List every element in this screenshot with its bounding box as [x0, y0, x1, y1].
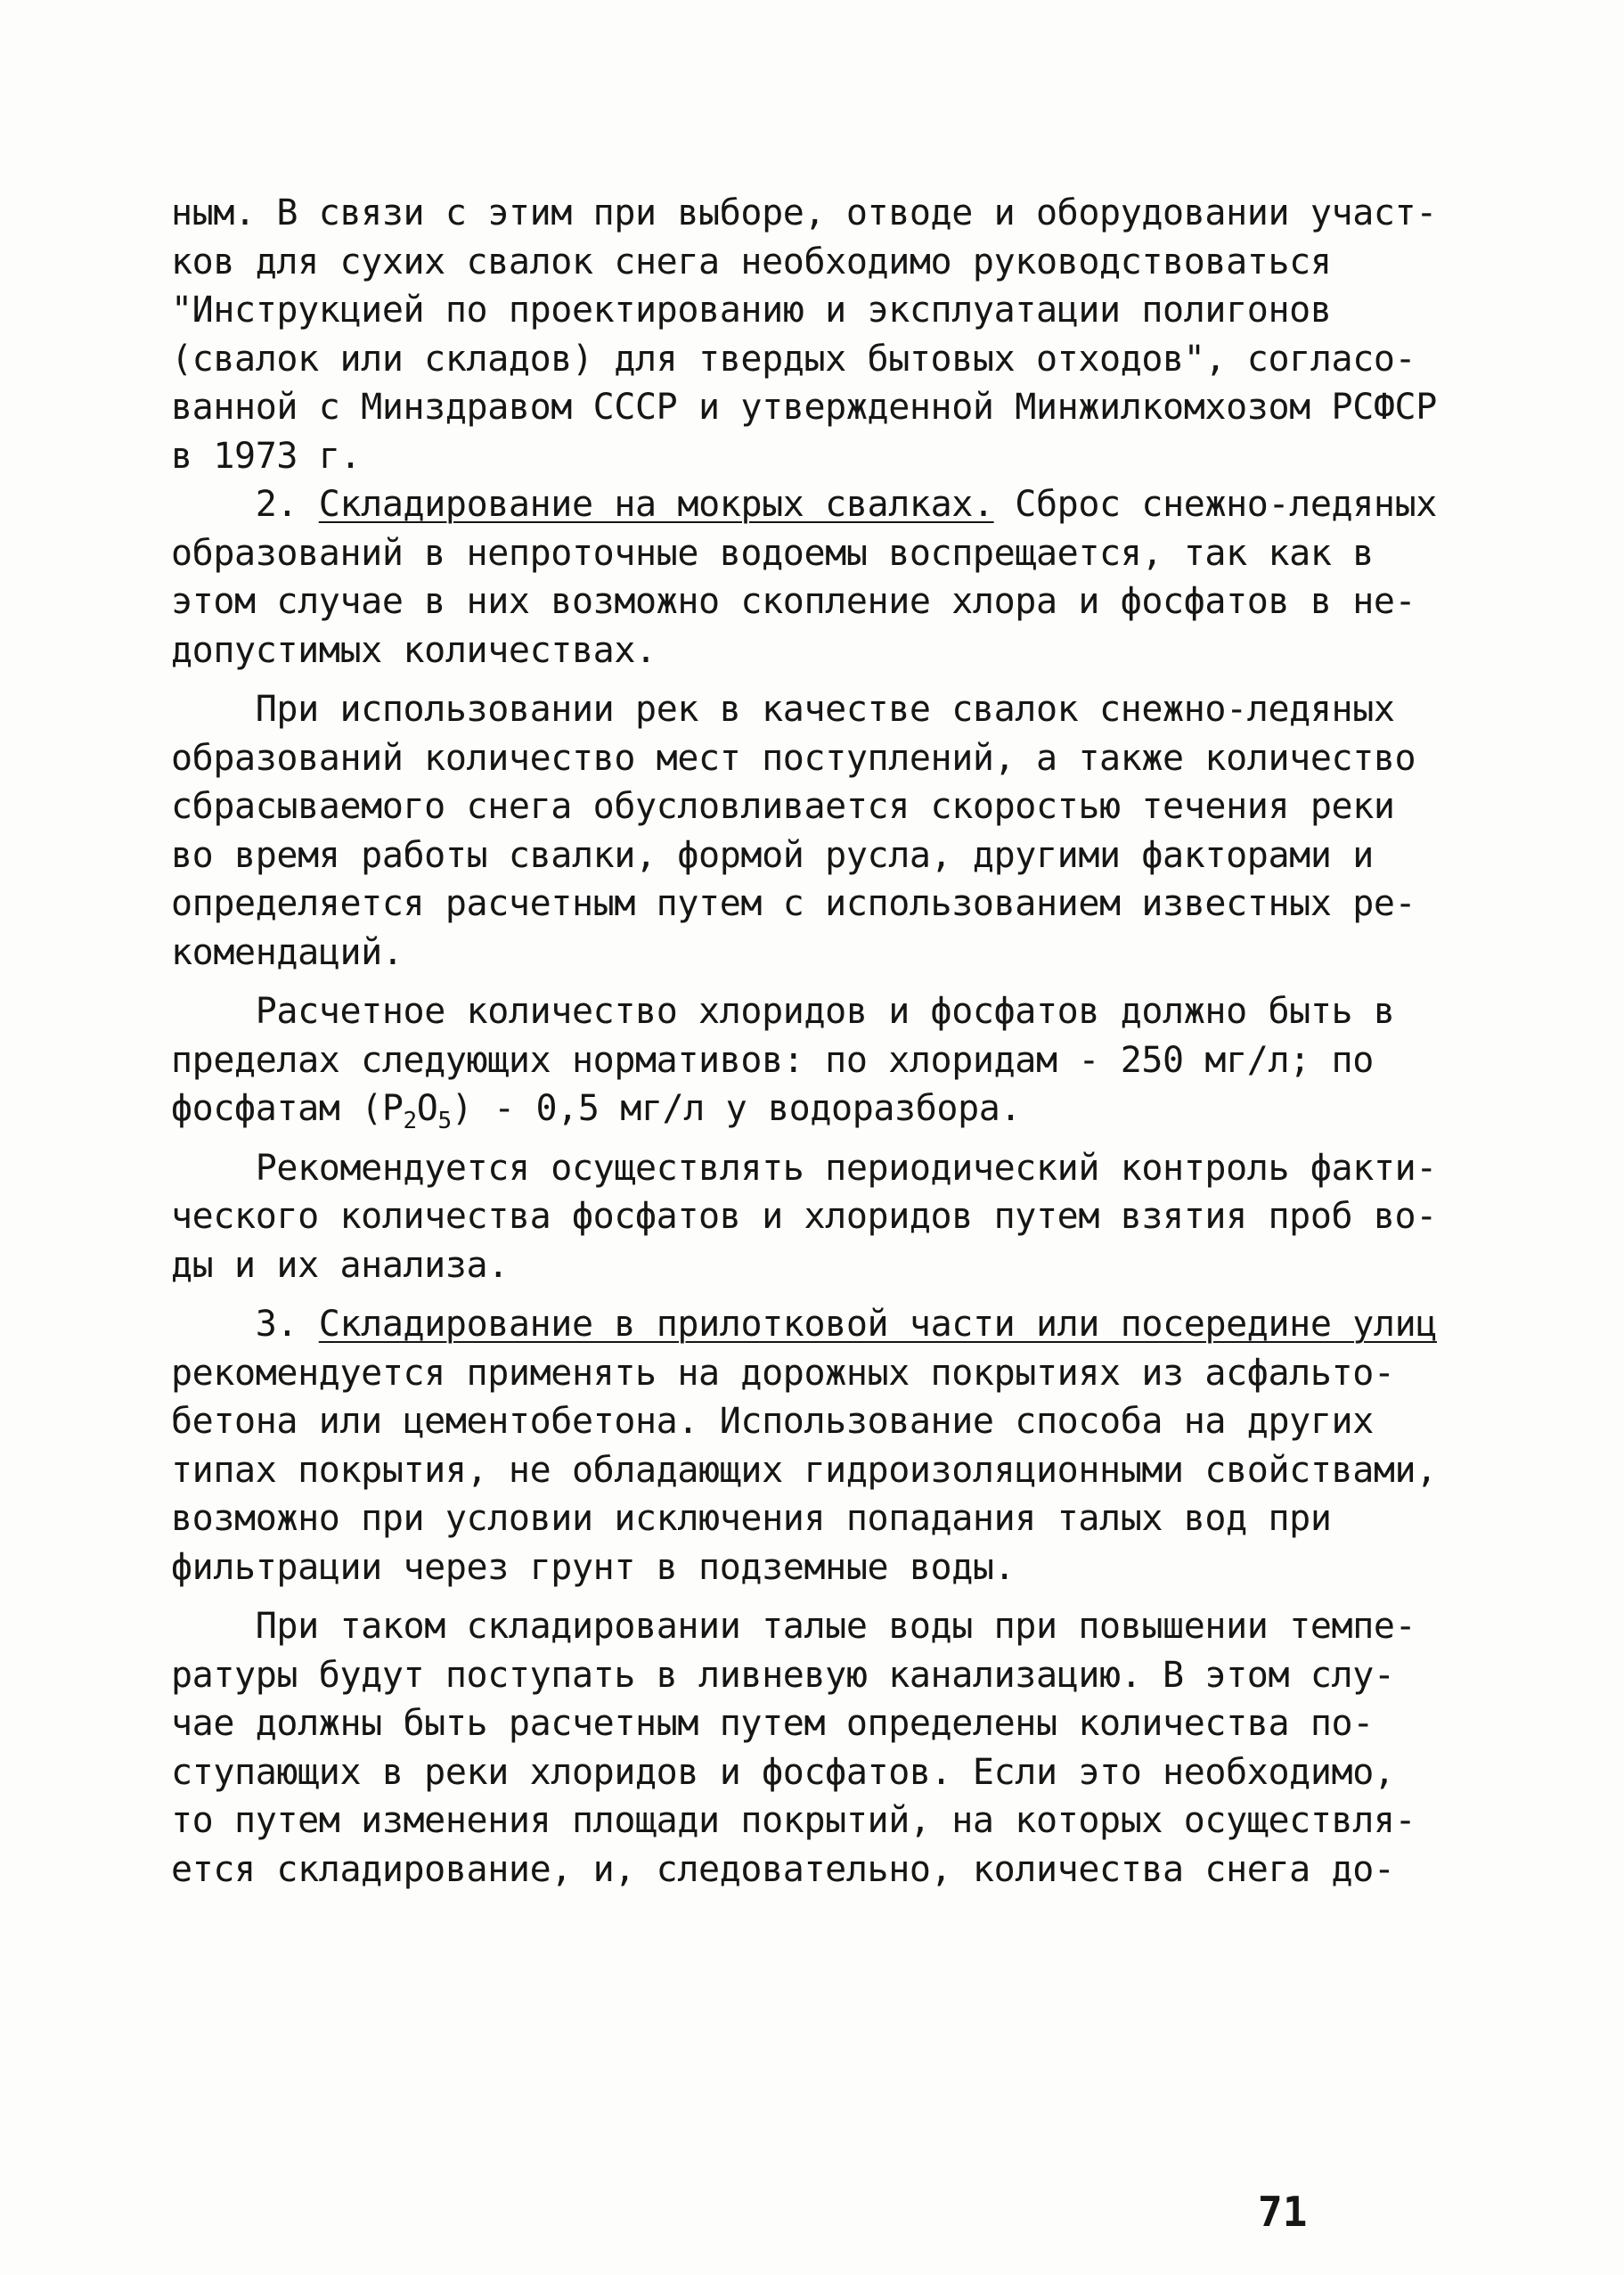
text-fragment: При использовании рек в качестве свалок снежно-ледяных — [255, 689, 1395, 730]
text-fragment: Расчетное количество хлоридов и фосфатов должно быть в — [255, 991, 1395, 1032]
text-line: ды и их анализа. — [171, 1244, 509, 1286]
text-line: чае должны быть расчетным путем определены количества по- — [171, 1703, 1374, 1744]
text-line: ческого количества фосфатов и хлоридов путем взятия проб во- — [171, 1196, 1437, 1237]
section-3-title: Складирование в прилотковой части или посередине улиц — [318, 1304, 1437, 1345]
text-line: во время работы свалки, формой русла, другими факторами и — [171, 834, 1374, 876]
text-line: типах покрытия, не обладающих гидроизоляционными свойствами, — [171, 1449, 1437, 1491]
text-line: (свалок или складов) для твердых бытовых отходов", согласо- — [171, 338, 1416, 380]
section-2-title: Складирование на мокрых свалках. — [318, 484, 994, 525]
text-line: "Инструкцией по проектированию и эксплуатации полигонов — [171, 290, 1332, 331]
text-fragment: Рекомендуется осуществлять периодический контроль факти- — [255, 1147, 1437, 1189]
text-line: то путем изменения площади покрытий, на которых осуществля- — [171, 1800, 1416, 1841]
text-line: ков для сухих свалок снега необходимо руководствоваться — [171, 241, 1332, 282]
text-line: ванной с Минздравом СССР и утвержденной Минжилкомхозом РСФСР — [171, 387, 1437, 428]
section-3-number: 3. — [255, 1304, 298, 1345]
text-line — [171, 1602, 1416, 1651]
text-line: рекомендуется применять на дорожных покрытиях из асфальто- — [171, 1352, 1395, 1394]
text-fragment: O — [416, 1088, 438, 1129]
text-line: ратуры будут поступать в ливневую канализацию. В этом слу- — [171, 1654, 1395, 1696]
text-line: образований количество мест поступлений, а также количество — [171, 737, 1416, 779]
text-fragment: Сброс снежно-ледяных — [993, 484, 1437, 525]
section-2-number: 2. — [255, 484, 298, 525]
document-body — [171, 189, 1437, 1894]
subscript: 5 — [437, 1108, 452, 1134]
section-3-heading-line — [171, 1300, 1437, 1349]
text-line: определяется расчетным путем с использованием известных ре- — [171, 883, 1416, 924]
text-line — [171, 987, 1395, 1036]
text-line: бетона или цементобетона. Использование способа на других — [171, 1401, 1374, 1442]
text-line: в 1973 г. — [171, 435, 362, 477]
text-line: сбрасываемого снега обусловливается скоростью течения реки — [171, 786, 1395, 827]
text-line: фильтрации через грунт в подземные воды. — [171, 1546, 1016, 1588]
text-line: ступающих в реки хлоридов и фосфатов. Если это необходимо, — [171, 1751, 1395, 1793]
text-line: этом случае в них возможно скопление хлора и фосфатов в не- — [171, 581, 1416, 622]
section-2-heading-line — [171, 480, 1437, 529]
page-number: 71 — [1258, 2188, 1308, 2236]
text-fragment: ) - 0,5 мг/л у водоразбора. — [451, 1088, 1022, 1129]
text-line: комендаций. — [171, 931, 404, 973]
text-fragment: фосфатам (P — [171, 1088, 404, 1129]
text-line: возможно при условии исключения попадания талых вод при — [171, 1498, 1332, 1539]
text-line: допустимых количествах. — [171, 629, 657, 671]
text-line — [171, 1144, 1437, 1193]
text-line: пределах следующих нормативов: по хлоридам - 250 мг/л; по — [171, 1039, 1374, 1081]
text-line: ным. В связи с этим при выборе, отводе и оборудовании участ- — [171, 192, 1437, 233]
text-fragment: При таком складировании талые воды при повышении темпе- — [255, 1606, 1416, 1647]
text-line — [171, 685, 1395, 734]
subscript: 2 — [403, 1108, 417, 1134]
text-line: образований в непроточные водоемы воспрещается, так как в — [171, 532, 1374, 574]
text-line: ется складирование, и, следовательно, количества снега до- — [171, 1848, 1395, 1890]
text-line — [171, 1084, 1329, 1133]
